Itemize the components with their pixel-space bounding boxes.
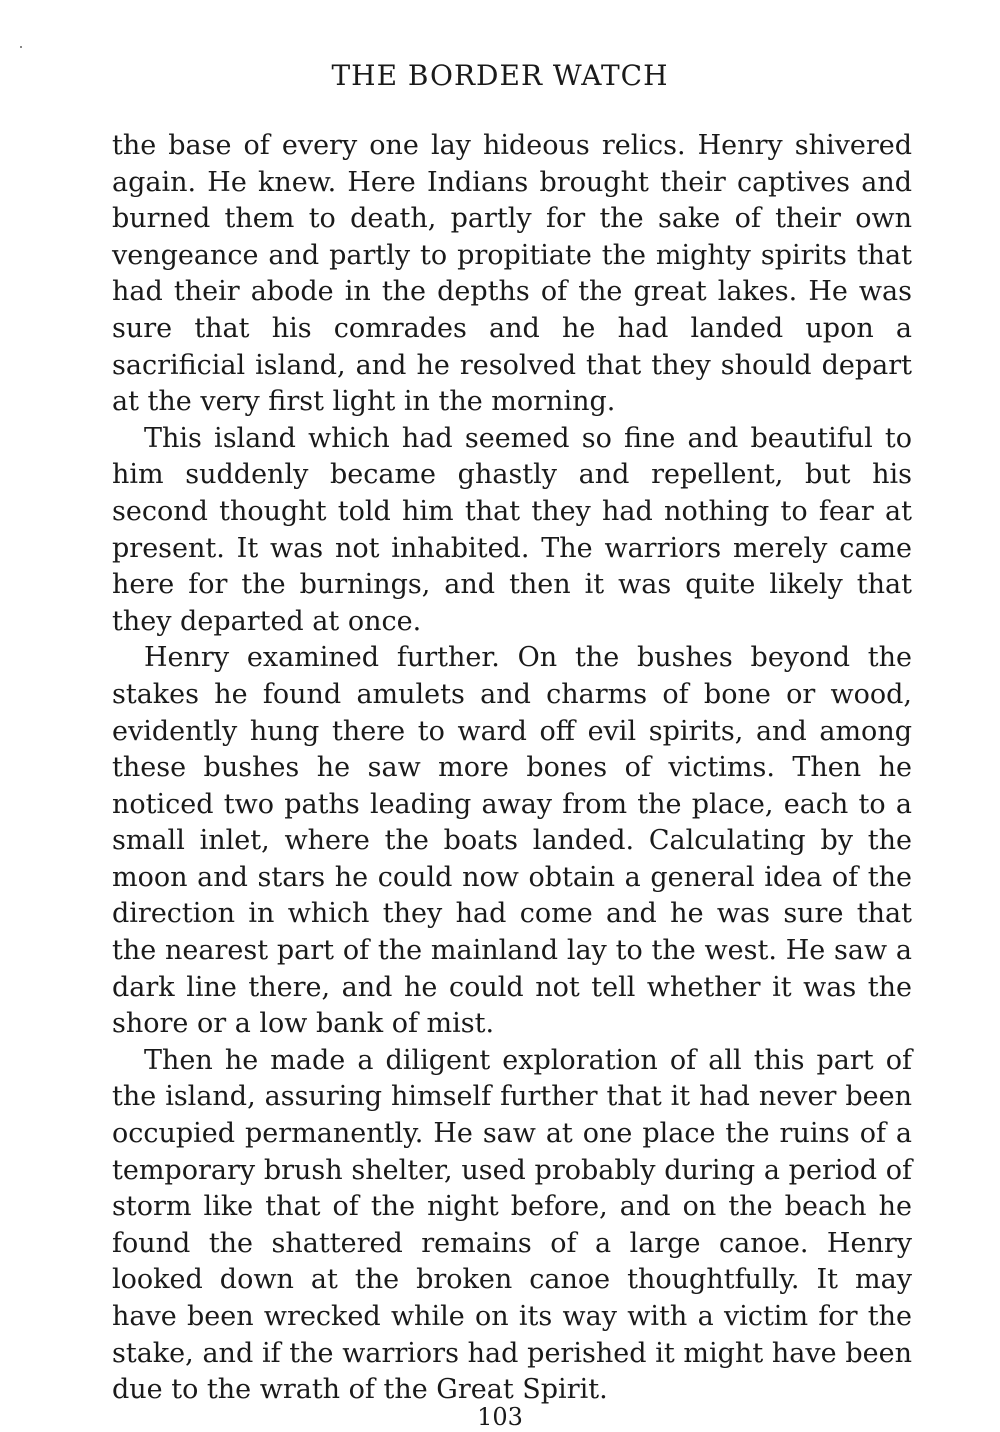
running-head-title: THE BORDER WATCH [331,59,669,92]
body-text [112,128,912,1409]
paragraph-3: Henry examined further. On the bushes beyond the stakes he found amulets and charms of bone or wood, evidently hung there to ward off evil spirits, and among these bushes he saw more bones of victims. Then he noticed two paths leading away from the place, each to a small inlet, where the boats landed. Calculating by the moon and stars he could now obtain a general idea of the direction in which they had come and he was sure that the nearest part of the mainland lay to the west. He saw a dark line there, and he could not tell whether it was the shore or a low bank of mist. [112,642,912,1040]
page-number: 103 [477,1403,523,1431]
paragraph-2: This island which had seemed so fine and beautiful to him suddenly became ghastly and repellent, but his second thought told him that they had nothing to fear at present. It was not inhabited. The warriors merely came here for the burnings, and then it was quite likely that they departed at once. [112,422,912,637]
scan-speck [20,46,22,48]
paragraph-1: the base of every one lay hideous relics. Henry shivered again. He knew. Here Indians brought their captives and burned them to death, partly for the sake of their own vengeance and partly to propitiate the mighty spirits that had their abode in the depths of the great lakes. He was sure that his comrades and he had landed upon a sacrificial island, and he resolved that they should depart at the very first light in the morning. [112,130,912,418]
paragraph-4: Then he made a diligent exploration of all this part of the island, assuring himself further that it had never been occupied permanently. He saw at one place the ruins of a temporary brush shelter, used probably during a period of storm like that of the night before, and on the beach he found the shattered remains of a large canoe. Henry looked down at the broken canoe thoughtfully. It may have been wrecked while on its way with a victim for the stake, and if the warriors had perished it might have been due to the wrath of the Great Spirit. [112,1044,912,1406]
